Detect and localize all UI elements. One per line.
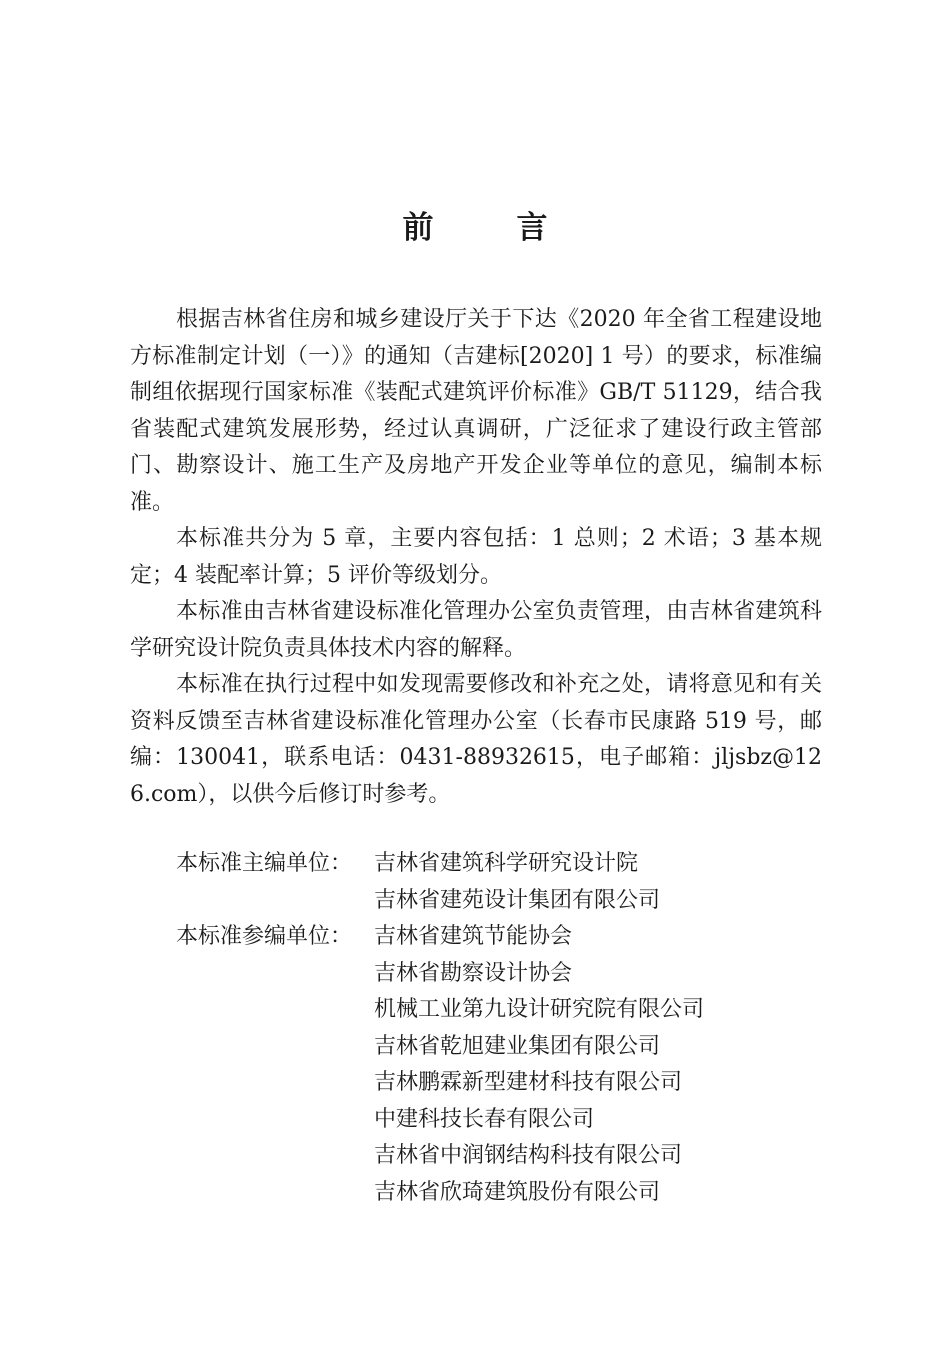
participating-units-list [374, 919, 704, 1211]
unit-item: 吉林省欣琦建筑股份有限公司 [374, 1179, 661, 1205]
paragraph-management: 本标准由吉林省建设标准化管理办公室负责管理，由吉林省建筑科学研究设计院负责具体技术内容的解释。 [130, 599, 822, 661]
chief-units-group [176, 846, 796, 919]
unit-item: 吉林省乾旭建业集团有限公司 [374, 1033, 661, 1059]
editing-units [176, 846, 796, 1211]
chief-units-list [374, 846, 660, 919]
unit-item: 机械工业第九设计研究院有限公司 [374, 997, 705, 1022]
page-title: 前 言 [402, 210, 574, 246]
paragraph-contents: 本标准共分为 5 章，主要内容包括：1 总则；2 术语；3 基本规定；4 装配率计算；5 评价等级划分。 [130, 526, 822, 588]
unit-item: 中建科技长春有限公司 [374, 1106, 595, 1132]
participating-units-group [176, 919, 796, 1211]
unit-item: 吉林省中润钢结构科技有限公司 [374, 1143, 683, 1168]
unit-item: 吉林省建筑节能协会 [374, 924, 573, 949]
unit-item: 吉林省建筑科学研究设计院 [374, 851, 639, 876]
unit-item: 吉林省勘察设计协会 [374, 960, 573, 986]
unit-item: 吉林省建苑设计集团有限公司 [374, 887, 661, 913]
chief-units-label: 本标准主编单位： [176, 851, 353, 876]
preface-body [130, 302, 822, 813]
paragraph-background: 根据吉林省住房和城乡建设厅关于下达《2020 年全省工程建设地方标准制定计划（一）》的通知（吉建标[2020] 1 号）的要求，标准编制组依据现行国家标准《装配式建筑评价标准》GB/T 51129，结合我省装配式建筑发展形势，经过认真调研，广泛征求了建设行政主管部门、勘察设计、施工生产及房地产开发企业等单位的意见，编制本标准。 [130, 307, 822, 515]
unit-item: 吉林鹏霖新型建材科技有限公司 [374, 1070, 683, 1095]
paragraph-feedback: 本标准在执行过程中如发现需要修改和补充之处，请将意见和有关资料反馈至吉林省建设标准化管理办公室（长春市民康路 519 号，邮编：130041，联系电话：0431-88932615，电子邮箱：jljsbz@126.com），以供今后修订时参考。 [130, 672, 822, 807]
participating-units-label: 本标准参编单位： [176, 924, 353, 949]
